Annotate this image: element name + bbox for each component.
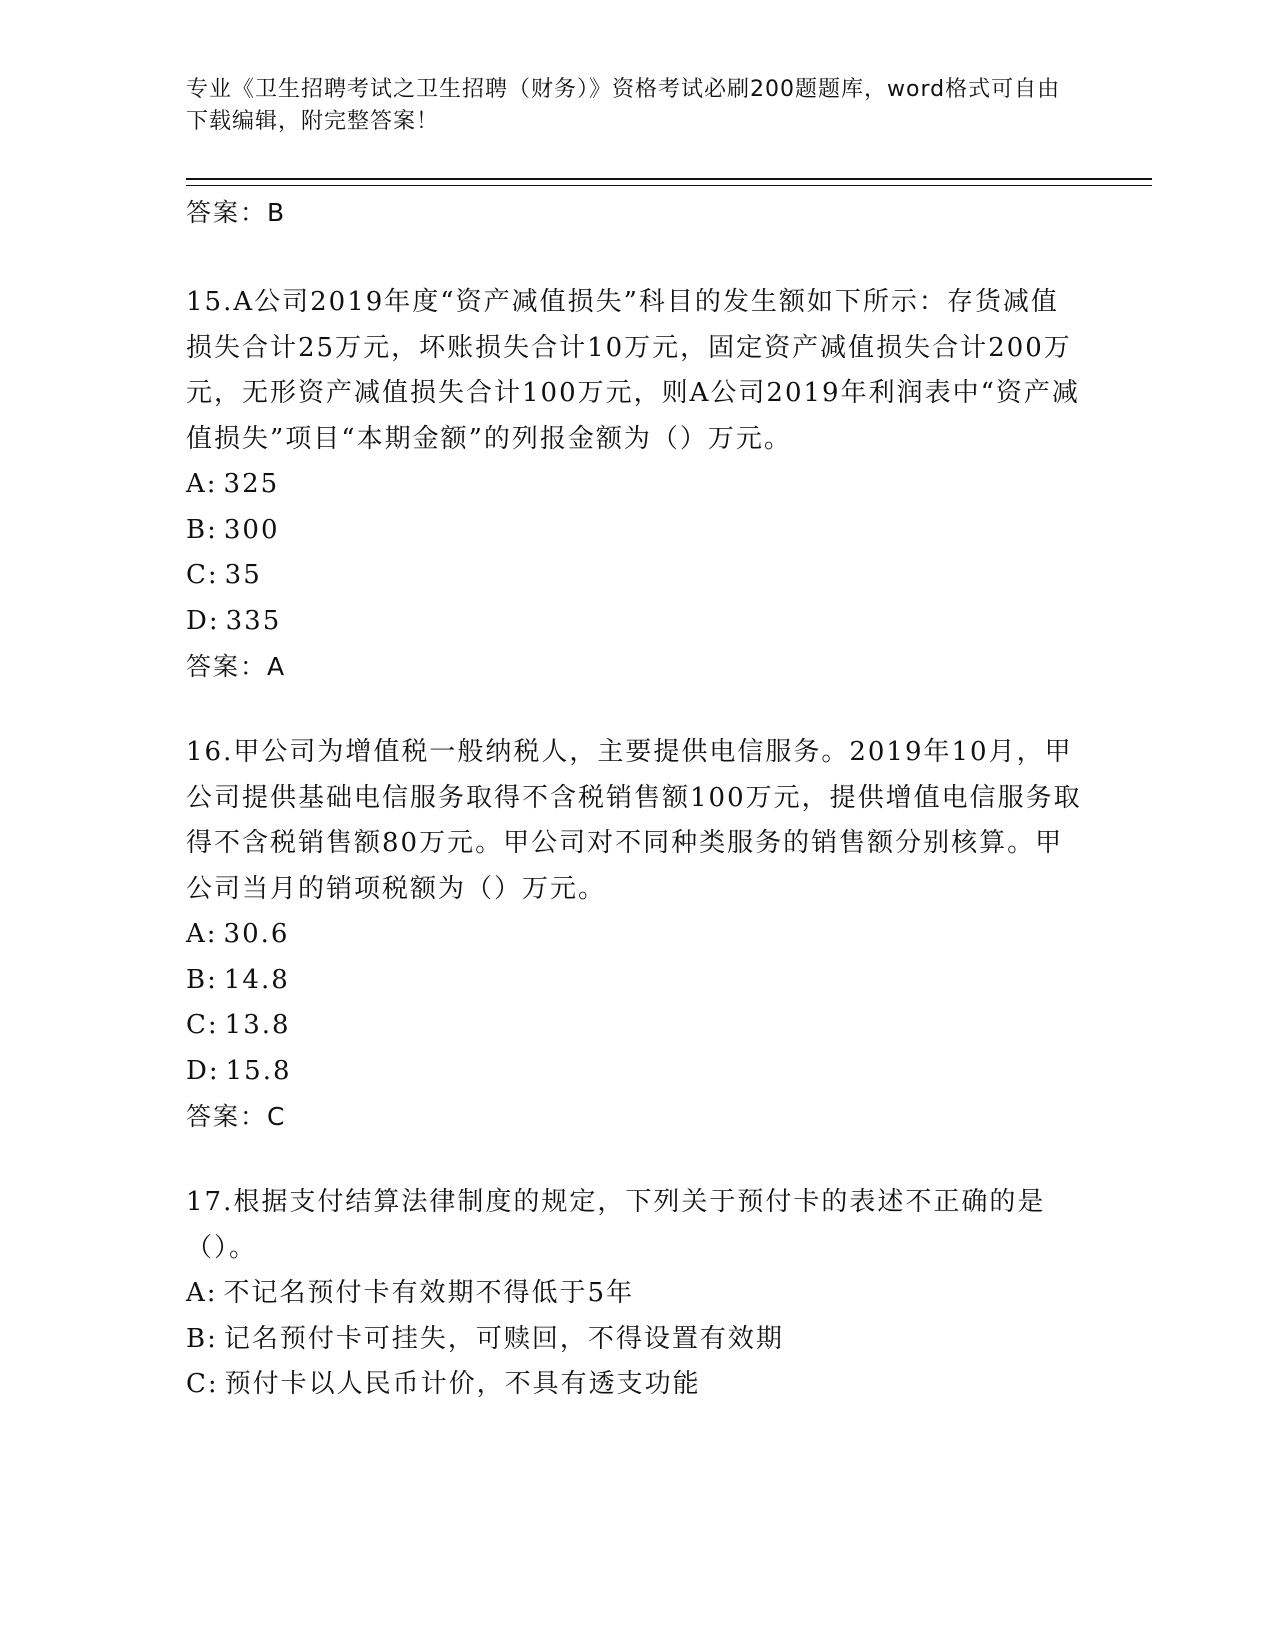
question-16 — [186, 730, 1086, 1140]
question-text: 17.根据支付结算法律制度的规定，下列关于预付卡的表述不正确的是（）。 — [186, 1187, 1046, 1263]
option-c — [186, 1003, 1086, 1049]
option-value: 325 — [223, 469, 280, 499]
option-d — [186, 599, 1086, 645]
header-divider — [186, 178, 1152, 186]
option-value: 预付卡以人民币计价，不具有透支功能 — [224, 1369, 701, 1399]
question-15 — [186, 280, 1086, 690]
option-value: 13.8 — [224, 1010, 291, 1040]
option-c — [186, 1362, 1086, 1408]
option-key: A: — [186, 469, 218, 499]
option-b — [186, 958, 1086, 1004]
option-value: 14.8 — [223, 964, 290, 995]
document-header: 专业《卫生招聘考试之卫生招聘（财务）》资格考试必刷200题题库，word格式可自由下载编辑，附完整答案！ — [186, 77, 1061, 134]
option-key: A: — [186, 1278, 218, 1308]
option-key: D: — [186, 1055, 220, 1086]
question-text: 16.甲公司为增值税一般纳税人，主要提供电信服务。2019年10月，甲公司提供基础电信服务取得不含税销售额100万元，提供增值电信服务取得不含税销售额80万元。甲公司对不同种类服务的销售额分别核算。甲公司当月的销项税额为（）万元。 — [186, 737, 1082, 904]
option-key: B: — [186, 1323, 218, 1354]
option-b — [186, 508, 1086, 554]
option-value: 不记名预付卡有效期不得低于5年 — [223, 1278, 635, 1308]
answer-line: 答案：A — [186, 652, 287, 681]
option-d — [186, 1049, 1086, 1095]
option-value: 300 — [223, 514, 280, 545]
option-a — [186, 462, 1086, 508]
option-c — [186, 553, 1086, 599]
option-a — [186, 912, 1086, 958]
option-key: A: — [186, 919, 218, 949]
option-value: 35 — [224, 560, 262, 590]
option-key: D: — [186, 605, 220, 636]
option-key: B: — [186, 514, 218, 545]
option-b — [186, 1317, 1086, 1363]
question-17 — [186, 1180, 1086, 1408]
option-key: C: — [186, 560, 219, 590]
option-a — [186, 1271, 1086, 1317]
answer-line: 答案：C — [186, 1102, 287, 1131]
option-value: 15.8 — [225, 1055, 292, 1086]
option-value: 30.6 — [223, 919, 290, 949]
previous-answer: 答案：B — [186, 198, 287, 227]
option-key: C: — [186, 1010, 219, 1040]
option-key: C: — [186, 1369, 219, 1399]
option-value: 335 — [225, 605, 282, 636]
document-content — [186, 190, 1086, 1408]
option-value: 记名预付卡可挂失，可赎回，不得设置有效期 — [223, 1323, 784, 1354]
question-text: 15.A公司2019年度“资产减值损失”科目的发生额如下所示：存货减值损失合计25万元，坏账损失合计10万元，固定资产减值损失合计200万元，无形资产减值损失合计100万元，则A公司2019年利润表中“资产减值损失”项目“本期金额”的列报金额为（）万元。 — [186, 287, 1080, 454]
option-key: B: — [186, 964, 218, 995]
